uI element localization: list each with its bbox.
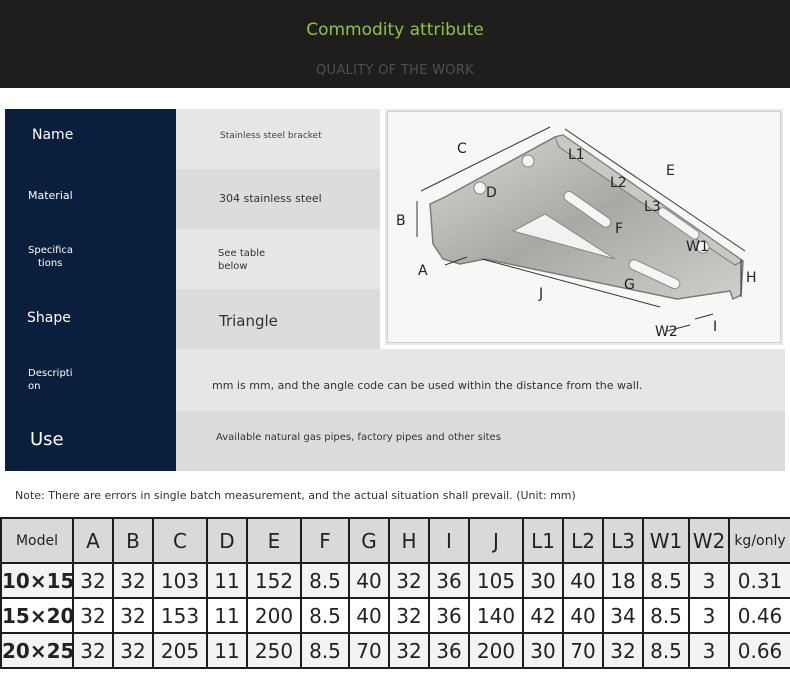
spec-header-cell: G <box>349 518 389 563</box>
spec-value-cell: 32 <box>113 563 153 598</box>
spec-value-cell: 18 <box>603 563 643 598</box>
spec-value-cell: 32 <box>389 598 429 633</box>
attr-label-material <box>5 169 176 229</box>
spec-header-cell: kg/only <box>729 518 790 563</box>
spec-value-cell: 11 <box>207 633 247 668</box>
spec-value-cell: 8.5 <box>301 633 349 668</box>
attr-value-use <box>176 411 785 471</box>
spec-header-cell: L1 <box>523 518 563 563</box>
diagram-label: L1 <box>568 147 585 163</box>
spec-value-cell: 32 <box>73 633 113 668</box>
spec-value-cell: 11 <box>207 563 247 598</box>
spec-value-cell: 0.46 <box>729 598 790 633</box>
spec-value-cell: 32 <box>73 563 113 598</box>
spec-value-cell: 8.5 <box>643 633 689 668</box>
attr-value-specifications <box>176 229 380 289</box>
spec-value-cell: 11 <box>207 598 247 633</box>
attr-value-description <box>176 349 785 411</box>
attr-value-text: below <box>218 261 248 272</box>
spec-value-cell: 30 <box>523 633 563 668</box>
diagram-label: F <box>615 221 624 237</box>
attr-value-shape <box>176 289 380 349</box>
attr-label-text: tions <box>38 258 63 269</box>
spec-header-cell: I <box>429 518 469 563</box>
attr-value-text: mm is mm, and the angle code can be used within the distance from the wall. <box>212 379 643 392</box>
spec-value-cell: 32 <box>73 598 113 633</box>
attr-value-text: Available natural gas pipes, factory pipes and other sites <box>216 432 501 443</box>
diagram-label: C <box>457 141 467 157</box>
diagram-label: D <box>486 185 497 201</box>
attr-label-description <box>5 349 176 411</box>
diagram-label: L2 <box>610 175 627 191</box>
table-row <box>1 633 790 668</box>
attr-label-name <box>5 109 176 169</box>
spec-value-cell: 105 <box>469 563 523 598</box>
diagram-label: H <box>746 270 757 286</box>
spec-model-cell: 20×25 <box>1 633 73 668</box>
spec-value-cell: 36 <box>429 563 469 598</box>
diagram-label: G <box>624 277 635 293</box>
attr-label-text: on <box>28 381 41 392</box>
spec-value-cell: 103 <box>153 563 207 598</box>
spec-value-cell: 0.66 <box>729 633 790 668</box>
spec-header-cell: Model <box>1 518 73 563</box>
attr-value-text: Triangle <box>219 312 278 330</box>
spec-value-cell: 250 <box>247 633 301 668</box>
table-row <box>1 598 790 633</box>
measurement-note: Note: There are errors in single batch measurement, and the actual situation shall prevail. (Unit: mm) <box>15 489 576 502</box>
spec-value-cell: 70 <box>563 633 603 668</box>
spec-header-cell: W1 <box>643 518 689 563</box>
table-row <box>1 563 790 598</box>
diagram-label: I <box>713 319 718 335</box>
diagram-label: W1 <box>686 239 709 255</box>
attr-value-name <box>176 109 380 169</box>
attr-label-specifications <box>5 229 176 289</box>
spec-value-cell: 40 <box>349 598 389 633</box>
spec-value-cell: 205 <box>153 633 207 668</box>
attr-label-text: Name <box>32 127 74 143</box>
spec-header-cell: C <box>153 518 207 563</box>
spec-value-cell: 3 <box>689 598 729 633</box>
spec-header-cell: H <box>389 518 429 563</box>
spec-header-cell: L3 <box>603 518 643 563</box>
spec-value-cell: 32 <box>389 633 429 668</box>
spec-value-cell: 8.5 <box>643 598 689 633</box>
spec-table <box>0 517 790 669</box>
spec-value-cell: 3 <box>689 633 729 668</box>
bracket-drawing <box>385 109 783 345</box>
diagram-label: B <box>396 213 406 229</box>
spec-header-cell: L2 <box>563 518 603 563</box>
diagram-label: J <box>539 286 544 302</box>
attr-value-material <box>176 169 380 229</box>
spec-value-cell: 200 <box>247 598 301 633</box>
spec-header-cell: J <box>469 518 523 563</box>
attr-label-shape <box>5 289 176 349</box>
attr-label-use <box>5 411 176 471</box>
diagram-label: L3 <box>644 199 661 215</box>
spec-value-cell: 140 <box>469 598 523 633</box>
spec-value-cell: 42 <box>523 598 563 633</box>
spec-value-cell: 32 <box>603 633 643 668</box>
spec-value-cell: 200 <box>469 633 523 668</box>
attr-label-text: Shape <box>27 310 71 326</box>
spec-header-cell: A <box>73 518 113 563</box>
spec-header-cell: D <box>207 518 247 563</box>
attr-value-text: Stainless steel bracket <box>220 131 322 141</box>
spec-header-cell: B <box>113 518 153 563</box>
spec-value-cell: 36 <box>429 598 469 633</box>
diagram-label: A <box>418 263 428 279</box>
attr-label-text: Use <box>30 429 64 450</box>
bracket-diagram <box>385 109 783 345</box>
spec-header-cell: E <box>247 518 301 563</box>
spec-value-cell: 34 <box>603 598 643 633</box>
header-banner <box>0 0 790 88</box>
attr-value-text: See table <box>218 248 266 259</box>
page-subtitle: QUALITY OF THE WORK <box>316 63 474 78</box>
spec-value-cell: 8.5 <box>643 563 689 598</box>
attr-label-text: Specifica <box>28 245 74 256</box>
attr-label-text: Descripti <box>28 368 73 379</box>
spec-table-body <box>1 563 790 668</box>
spec-header-cell: W2 <box>689 518 729 563</box>
spec-value-cell: 30 <box>523 563 563 598</box>
spec-value-cell: 153 <box>153 598 207 633</box>
spec-value-cell: 40 <box>563 563 603 598</box>
spec-model-cell: 15×20 <box>1 598 73 633</box>
attr-value-text: 304 stainless steel <box>219 192 322 205</box>
spec-value-cell: 32 <box>113 598 153 633</box>
diagram-label: W2 <box>655 324 678 340</box>
attr-label-text: Material <box>28 189 73 202</box>
spec-value-cell: 70 <box>349 633 389 668</box>
spec-value-cell: 0.31 <box>729 563 790 598</box>
spec-value-cell: 40 <box>563 598 603 633</box>
page-title: Commodity attribute <box>306 20 484 40</box>
diagram-label: E <box>666 163 675 179</box>
spec-value-cell: 8.5 <box>301 563 349 598</box>
spec-value-cell: 3 <box>689 563 729 598</box>
spec-value-cell: 32 <box>113 633 153 668</box>
spec-value-cell: 40 <box>349 563 389 598</box>
spec-header-cell: F <box>301 518 349 563</box>
spec-model-cell: 10×15 <box>1 563 73 598</box>
spec-header-row <box>1 518 790 563</box>
spec-value-cell: 36 <box>429 633 469 668</box>
spec-value-cell: 32 <box>389 563 429 598</box>
spec-value-cell: 8.5 <box>301 598 349 633</box>
spec-value-cell: 152 <box>247 563 301 598</box>
